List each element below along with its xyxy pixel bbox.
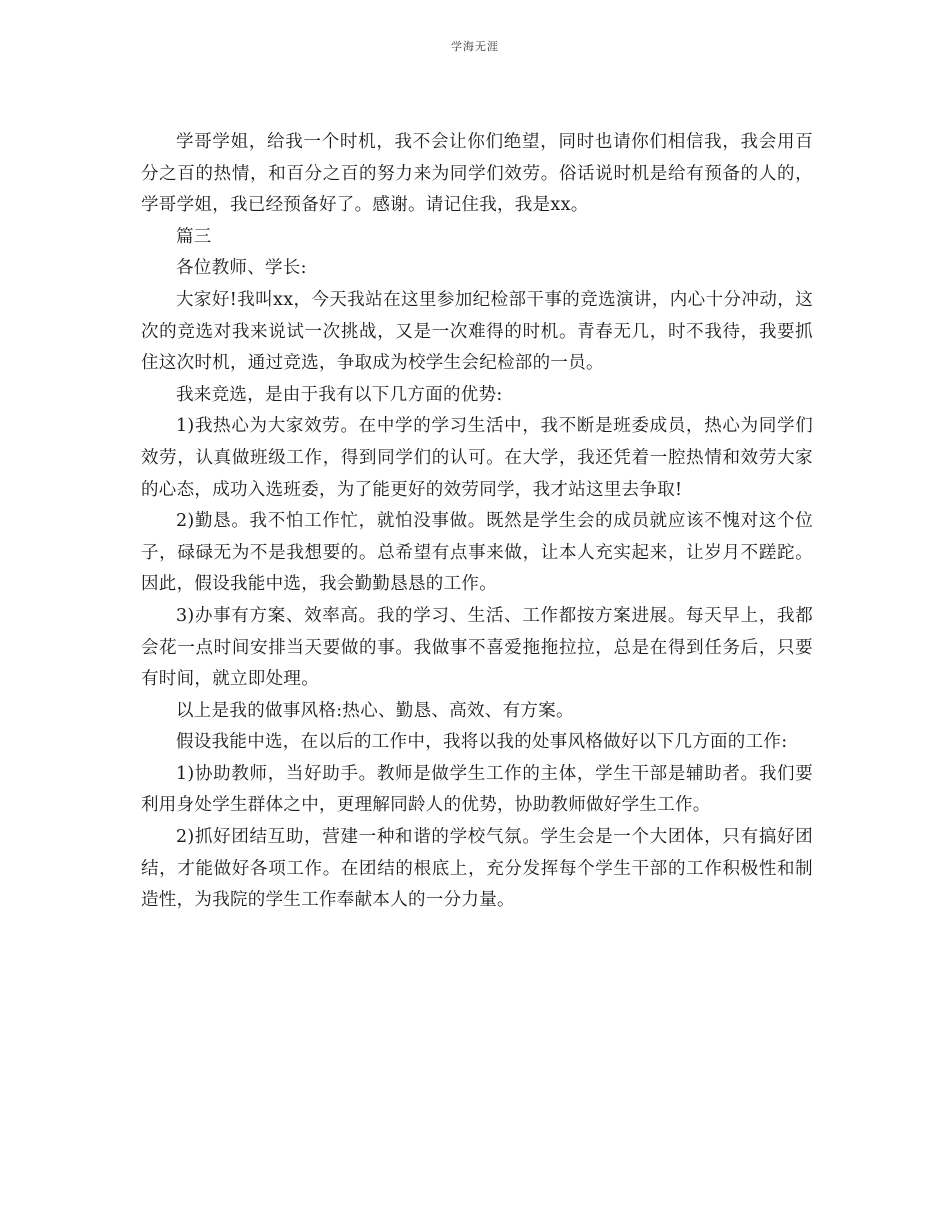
document-body (141, 127, 813, 917)
paragraph-plan-1: 1)协助教师，当好助手。教师是做学生工作的主体，学生干部是辅助者。我们要利用身处学生群体之中，更理解同龄人的优势，协助教师做好学生工作。 (141, 763, 813, 816)
paragraph-introduction: 大家好!我叫xx，今天我站在这里参加纪检部干事的竞选演讲，内心十分冲动，这次的竞选对我来说试一次挑战，又是一次难得的时机。青春无几，时不我待，我要抓住这次时机，通过竞选，争取成为校学生会纪检部的一员。 (141, 289, 813, 374)
paragraph-advantages-intro: 我来竞选，是由于我有以下几方面的优势: (176, 384, 503, 405)
paragraph-advantage-1: 1)我热心为大家效劳。在中学的学习生活中，我不断是班委成员，热心为同学们效劳，认真做班级工作，得到同学们的认可。在大学，我还凭着一腔热情和效劳大家的心态，成功入选班委，为了能更好的效劳同学，我才站这里去争取! (141, 416, 813, 500)
paragraph-plan-2: 2)抓好团结互助，营建一种和谐的学校气氛。学生会是一个大团体，只有搞好团结，才能做好各项工作。在团结的根底上，充分发挥每个学生干部的工作积极性和制造性，为我院的学生工作奉献本人的一分力量。 (141, 827, 813, 911)
paragraph-advantage-2: 2)勤恳。我不怕工作忙，就怕没事做。既然是学生会的成员就应该不愧对这个位子，碌碌无为不是我想要的。总希望有点事来做，让本人充实起来，让岁月不蹉跎。因此，假设我能中选，我会勤勤恳恳的工作。 (141, 511, 813, 595)
paragraph-plan-intro: 假设我能中选，在以后的工作中，我将以我的处事风格做好以下几方面的工作: (176, 732, 788, 753)
paragraph-style-summary: 以上是我的做事风格:热心、勤恳、高效、有方案。 (176, 700, 574, 721)
paragraph-closing-appeal: 学哥学姐，给我一个时机，我不会让你们绝望，同时也请你们相信我，我会用百分之百的热情，和百分之百的努力来为同学们效劳。俗话说时机是给有预备的人的，学哥学姐，我已经预备好了。感谢。请记住我，我是xx。 (141, 132, 813, 216)
page-header: 学海无涯 (451, 40, 499, 53)
section-heading: 篇三 (176, 226, 212, 247)
salutation: 各位教师、学长: (176, 258, 307, 279)
paragraph-advantage-3: 3)办事有方案、效率高。我的学习、生活、工作都按方案进展。每天早上，我都会花一点时间安排当天要做的事。我做事不喜爱拖拖拉拉，总是在得到任务后，只要有时间，就立即处理。 (141, 605, 813, 690)
